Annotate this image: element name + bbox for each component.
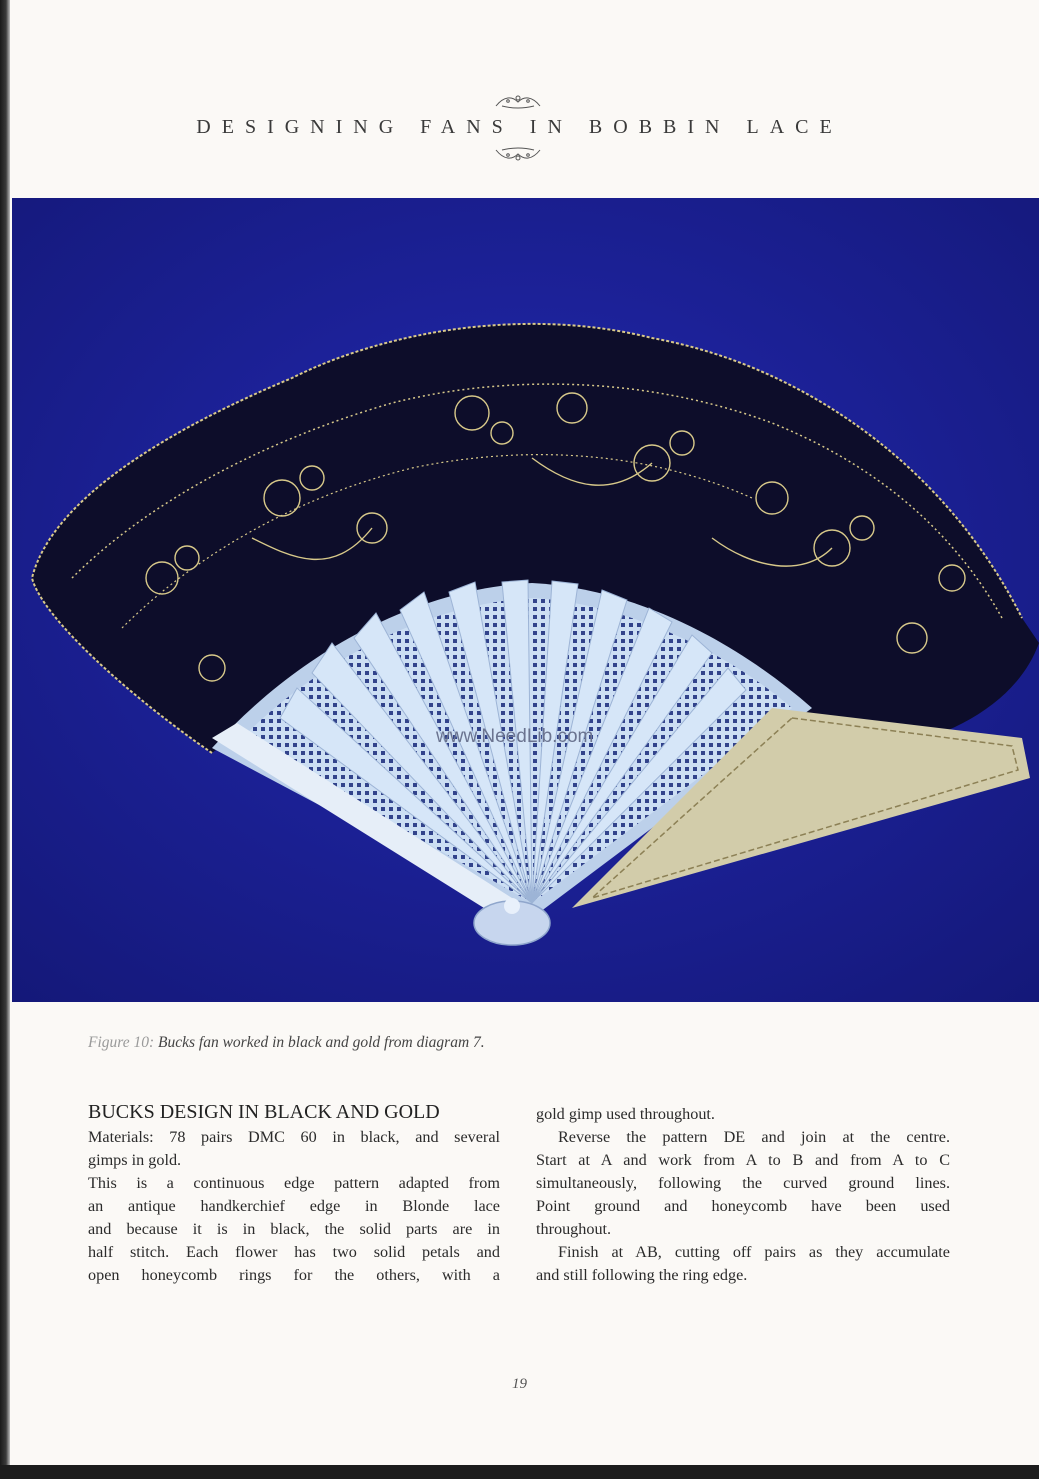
body-line: Materials: 78 pairs DMC 60 in black, and several bbox=[88, 1128, 500, 1146]
body-line: Point ground and honeycomb have been used bbox=[536, 1197, 950, 1215]
body-line: an antique handkerchief edge in Blonde lace bbox=[88, 1197, 500, 1215]
body-line: open honeycomb rings for the others, with a bbox=[88, 1266, 500, 1284]
header-ornament-bottom bbox=[488, 146, 548, 164]
body-line: throughout. bbox=[536, 1220, 612, 1238]
page-number: 19 bbox=[512, 1376, 527, 1392]
page-bottom-edge bbox=[0, 1465, 1039, 1479]
body-line: gold gimp used throughout. bbox=[536, 1105, 715, 1123]
text-column-right bbox=[536, 1103, 950, 1287]
body-line: Finish at AB, cutting off pairs as they accumulate bbox=[558, 1243, 950, 1261]
body-line: Start at A and work from A to B and from A to C bbox=[536, 1151, 950, 1169]
book-spine-shadow bbox=[0, 0, 10, 1479]
body-line: half stitch. Each flower has two solid petals and bbox=[88, 1243, 500, 1261]
figure-caption bbox=[88, 1034, 485, 1052]
body-line: Reverse the pattern DE and join at the centre. bbox=[558, 1128, 950, 1146]
running-header: DESIGNING FANS IN BOBBIN LACE bbox=[196, 116, 843, 138]
body-line: This is a continuous edge pattern adapted from bbox=[88, 1174, 500, 1192]
body-line: and because it is in black, the solid parts are in bbox=[88, 1220, 500, 1238]
figure-photo bbox=[12, 198, 1039, 1002]
caption-text: Bucks fan worked in black and gold from diagram 7. bbox=[158, 1034, 485, 1051]
body-line: gimps in gold. bbox=[88, 1151, 182, 1169]
watermark: www.NeedLib.com bbox=[436, 726, 594, 747]
header-ornament-top bbox=[488, 92, 548, 110]
text-column-left bbox=[88, 1100, 500, 1287]
body-line: simultaneously, following the curved ground lines. bbox=[536, 1174, 950, 1192]
caption-label: Figure 10: bbox=[88, 1034, 155, 1051]
section-heading: BUCKS DESIGN IN BLACK AND GOLD bbox=[88, 1101, 440, 1123]
body-line: and still following the ring edge. bbox=[536, 1266, 748, 1284]
